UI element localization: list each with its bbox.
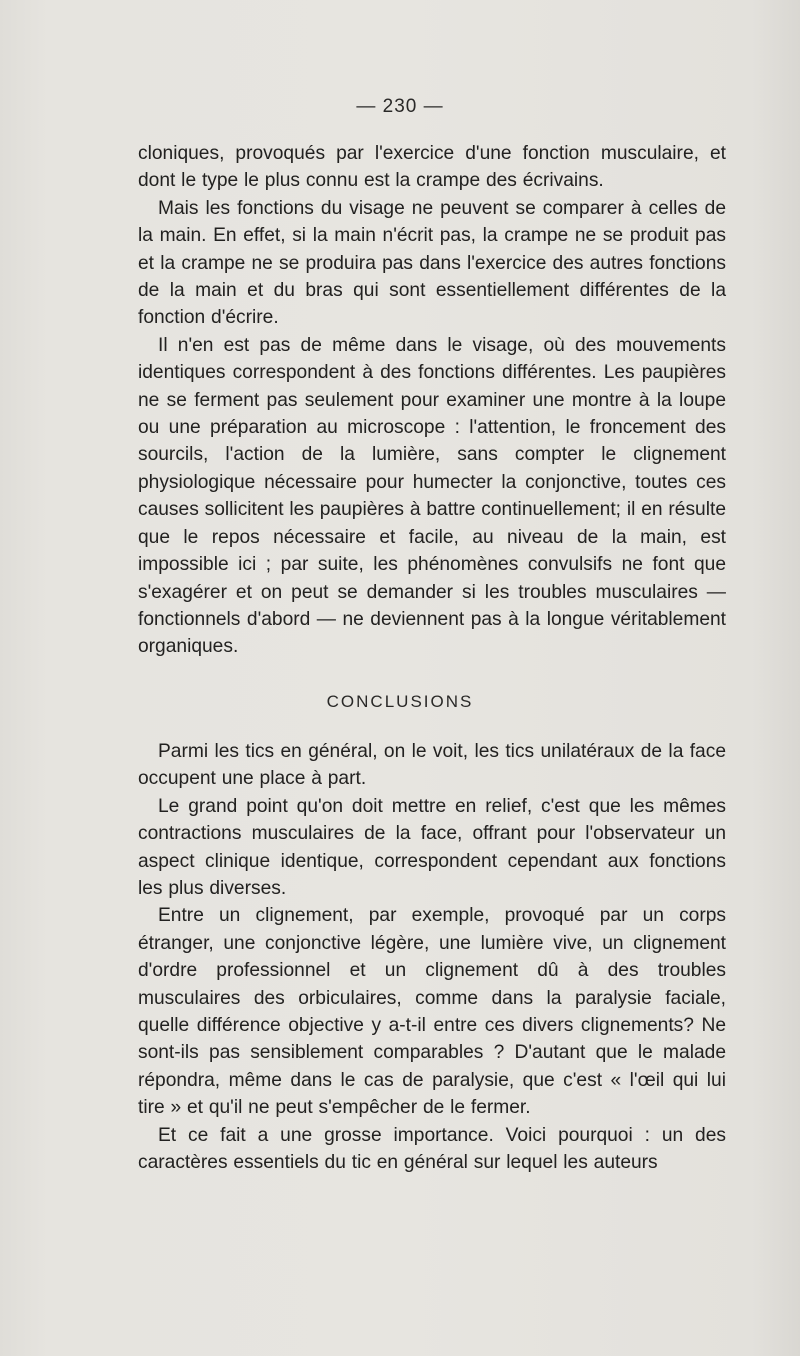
body-text-conclusions xyxy=(138,738,726,1177)
paragraph: Il n'en est pas de même dans le visage, où des mouvements identiques correspondent à des fonctions différentes. Les paupières ne se ferment pas seulement pour examiner une montre à la loupe ou une préparation au microscope : l'attention, le froncement des sourcils, l'action de la lumière, sans compter le clignement physiologique nécessaire pour humecter la conjonctive, toutes ces causes sollicitent les paupières à battre continuellement; il en résulte que le repos nécessaire et facile, au niveau de la main, est impossible ici ; par suite, les phénomènes convulsifs ne font que s'exagérer et on peut se demander si les troubles musculaires — fonctionnels d'abord — ne deviennent pas à la longue véritablement organiques. xyxy=(138,334,726,658)
paragraph: Et ce fait a une grosse importance. Voici pourquoi : un des caractères essentiels du tic en général sur lequel les auteurs xyxy=(138,1124,726,1174)
body-text-top xyxy=(138,140,726,661)
paragraph: Mais les fonctions du visage ne peuvent se comparer à celles de la main. En effet, si la main n'écrit pas, la crampe ne se produit pas et la crampe ne se produira pas dans l'exercice des autres fonctions de la main et du bras qui sont essentiellement différentes de la fonction d'écrire. xyxy=(138,197,726,329)
paragraph-continuation: cloniques, provoqués par l'exercice d'une fonction musculaire, et dont le type le plus connu est la crampe des écrivains. xyxy=(138,143,726,192)
section-heading: CONCLUSIONS xyxy=(326,692,474,711)
paragraph: Entre un clignement, par exemple, provoqué par un corps étranger, une conjonctive légère, une lumière vive, un clignement d'ordre professionnel et un clignement dû à des troubles musculaires des orbiculaires, comme dans la paralysie faciale, quelle différence objective y a-t-il entre ces divers clignements? Ne sont-ils pas sensiblement comparables ? D'autant que le malade répondra, même dans le cas de paralysie, que c'est « l'œil qui lui tire » et qu'il ne peut s'empêcher de le fermer. xyxy=(138,905,726,1119)
paragraph: Parmi les tics en général, on le voit, les tics unilatéraux de la face occupent une place à part. xyxy=(138,741,726,790)
paragraph: Le grand point qu'on doit mettre en relief, c'est que les mêmes contractions musculaires de la face, offrant pour l'observateur un aspect clinique identique, correspondent cependant aux fonctions les plus diverses. xyxy=(138,795,726,900)
page-number: — 230 — xyxy=(356,96,444,117)
